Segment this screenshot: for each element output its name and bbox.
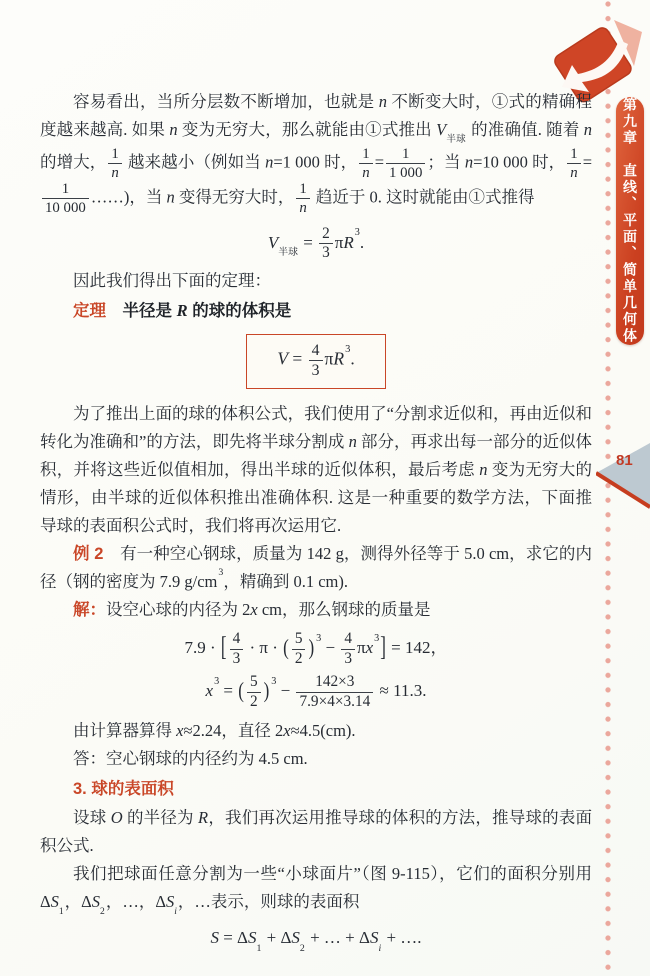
theorem-label: 定理 [73, 301, 106, 320]
chapter-tab [616, 97, 644, 345]
paragraph-thus: 因此我们得出下面的定理： [73, 270, 271, 290]
formula-half-sphere-volume: $V_{半球}$ = $\frac{2}{3}$ $\pi R^3$. [267, 224, 365, 262]
example-2-text: 有一种空心钢球，质量为 142 g，测得外径等于 5.0 cm，求它的内径（钢的密度为 7.9 $g/cm^3$，精确到 0.1 cm). [40, 544, 592, 592]
solution-text: 设空心球的内径为 2x cm，那么钢球的质量是 [106, 600, 431, 620]
page-number: 81 [616, 452, 633, 469]
example-2-statement [40, 540, 592, 596]
paragraph-surface-split: 我们把球面任意分割为一些“小球面片”（图 9-115），它们的面积分别用 $\Delta S_1$，$\Delta S_2$，…，$\Delta S_i$，…表示，则球的表面积 [40, 863, 592, 918]
answer-line: 答：空心钢球的内径约为 4.5 cm. [73, 749, 308, 769]
theorem-text: 半径是 R 的球的体积是 [106, 300, 292, 320]
solution-line [40, 596, 592, 624]
sphere-volume-formula-box: V = $\frac{4}{3}$ $\pi R^3$. [246, 334, 385, 389]
equation-x-cubed: $x^3$ = ( $\frac{5}{2}$ ) $^3$ − $\frac{142\times 3}{7.9\times 4\times 3.14}$ ≈ 11.3. [205, 673, 427, 710]
page-content [40, 88, 592, 962]
example-2-label: 例 2 [73, 545, 104, 564]
paragraph-surface-intro: 设球 O 的半径为 R，我们再次运用推导球的体积的方法，推导球的表面积公式. [40, 807, 593, 855]
calculator-result-line: 由计算器算得 x≈2.24，直径 2x≈4.5(cm). [73, 721, 356, 741]
equation-mass: 7.9 · [ $\frac{4}{3}$ · π · ( $\frac{5}{2}$ ) $^3$ − $\frac{4}{3}$ $\pi x^3] = 142$， [184, 630, 448, 667]
equation-surface-sum: $S = \Delta S_1 + \Delta S_2$ + … + $\Delta S_i$ + …. [210, 928, 422, 954]
paragraph-method-summary: 为了推出上面的球的体积公式，我们使用了“分割求近似和，再由近似和转化为准确和”的方法，即先将半球分割成 n 部分，再求出每一部分的近似体积，并将这些近似值相加，得出半球的近似体积，最后考虑 n 变为无穷大的情形，由半球的近似体积推出准确体积. 这是一种重要的数学方法，下面推导球的表面积公式时，我们将再次运用它. [40, 403, 593, 536]
paragraph-limit-argument: 容易看出，当所分层数不断增加，也就是 n 不断变大时，①式的精确程度越来越高. 如果 n 变为无穷大，那么就能由①式推出 $V_{半球}$ 的准确值. 随着 n 的增大， $\frac{1}{n}$ 越来越小（例如当 n=1 000 时， $\frac{1}{n}$ = $\frac{1}{1 000}$ ；当 n=10 000 时， $\frac{1}{n}$ = $\frac{1}{10 000}$ ……)，当 n 变得无穷大时， $\frac{1}{n}$ 趋近于 0. 这时就能由①式推得 [40, 92, 593, 216]
solution-label: 解： [73, 601, 106, 620]
page-corner [596, 443, 650, 509]
theorem-line [40, 297, 592, 325]
section-3-heading: 3. 球的表面积 [73, 780, 174, 799]
chapter-tab-label: 第九章 直线、平面、简单几何体 [622, 97, 638, 345]
formula-box-wrapper [40, 334, 592, 389]
